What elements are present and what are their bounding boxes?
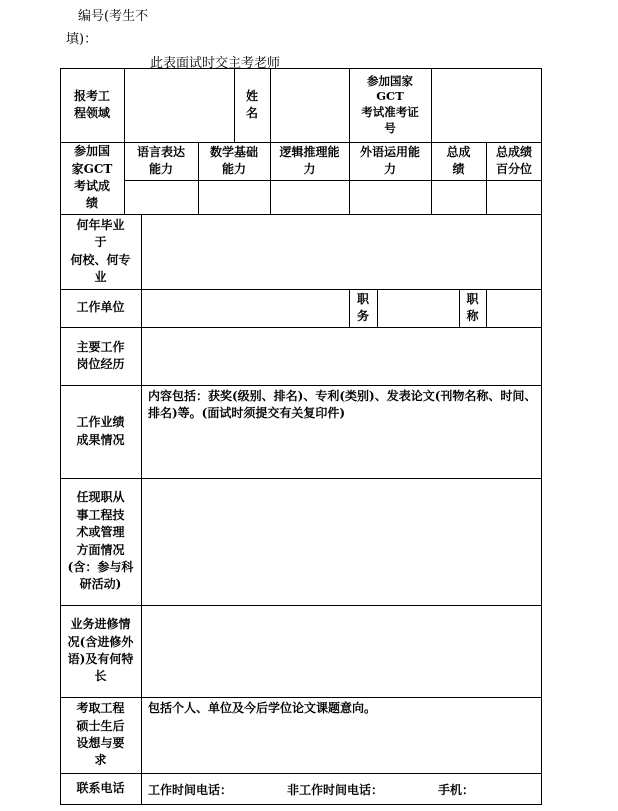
code-label-line2: 填)： — [66, 32, 98, 47]
plan-input[interactable] — [141, 722, 542, 773]
name-label: 姓 名 — [245, 88, 258, 120]
logic-score-input[interactable] — [270, 180, 349, 214]
name-input[interactable] — [270, 68, 349, 142]
training-input[interactable] — [141, 605, 542, 697]
title-label: 职 称 — [466, 291, 479, 323]
field-input[interactable] — [124, 68, 234, 142]
plan-label: 考取工程 硕士生后 设想与要 求 — [76, 701, 125, 768]
percentile-header: 总成绩 百分位 — [495, 144, 532, 176]
foreign-language-header: 外语运用能 力 — [359, 144, 420, 176]
gct-score-label: 参加国 家GCT 考试成 绩 — [71, 144, 113, 211]
logic-header: 逻辑推理能 力 — [279, 144, 340, 176]
math-score-input[interactable] — [198, 180, 270, 214]
work-phone-label: 工作时间电话： — [148, 783, 233, 797]
plan-note: 包括个人、单位及今后学位论文课题意向。 — [148, 701, 377, 715]
form-instruction: 此表面试时交主考老师 — [150, 56, 281, 71]
language-score-input[interactable] — [124, 180, 198, 214]
position-input[interactable] — [377, 289, 459, 327]
work-unit-label: 工作单位 — [76, 300, 125, 315]
work-unit-input[interactable] — [141, 289, 349, 327]
total-score-input[interactable] — [431, 180, 486, 214]
graduation-input[interactable] — [141, 214, 542, 289]
title-input[interactable] — [486, 289, 542, 327]
current-job-label: 任现职从 事工程技 术或管理 方面情况 (含：参与科 研活动) — [67, 490, 134, 592]
training-label: 业务进修情 况(含进修外 语)及有何特 长 — [67, 617, 134, 684]
main-work-input[interactable] — [141, 327, 542, 385]
admission-number-label: 参加国家 GCT 考试准考证 号 — [361, 73, 419, 135]
mobile-label: 手机： — [438, 783, 475, 797]
language-header: 语言表达 能力 — [136, 144, 185, 176]
field-label: 报考工 程领域 — [73, 88, 110, 120]
foreign-language-score-input[interactable] — [349, 180, 431, 214]
position-label: 职 务 — [356, 291, 369, 323]
contact-label: 联系电话 — [76, 780, 125, 795]
percentile-input[interactable] — [486, 180, 542, 214]
offwork-phone-label: 非工作时间电话： — [287, 783, 384, 797]
admission-number-input[interactable] — [431, 68, 542, 142]
performance-label: 工作业绩 成果情况 — [76, 415, 125, 447]
performance-input[interactable] — [141, 425, 542, 478]
total-score-header: 总成 绩 — [446, 144, 471, 176]
main-work-label: 主要工作 岗位经历 — [76, 339, 125, 371]
math-header: 数学基础 能力 — [209, 144, 258, 176]
performance-note: 内容包括：获奖(级别、排名)、专利(类别)、发表论文(刊物名称、时间、排名)等。(面试时须提交有关复印件) — [148, 389, 537, 421]
graduation-label: 何年毕业 于 何校、何专 业 — [70, 217, 131, 284]
code-label-line1: 编号(考生不 — [78, 9, 149, 24]
current-job-input[interactable] — [141, 478, 542, 605]
